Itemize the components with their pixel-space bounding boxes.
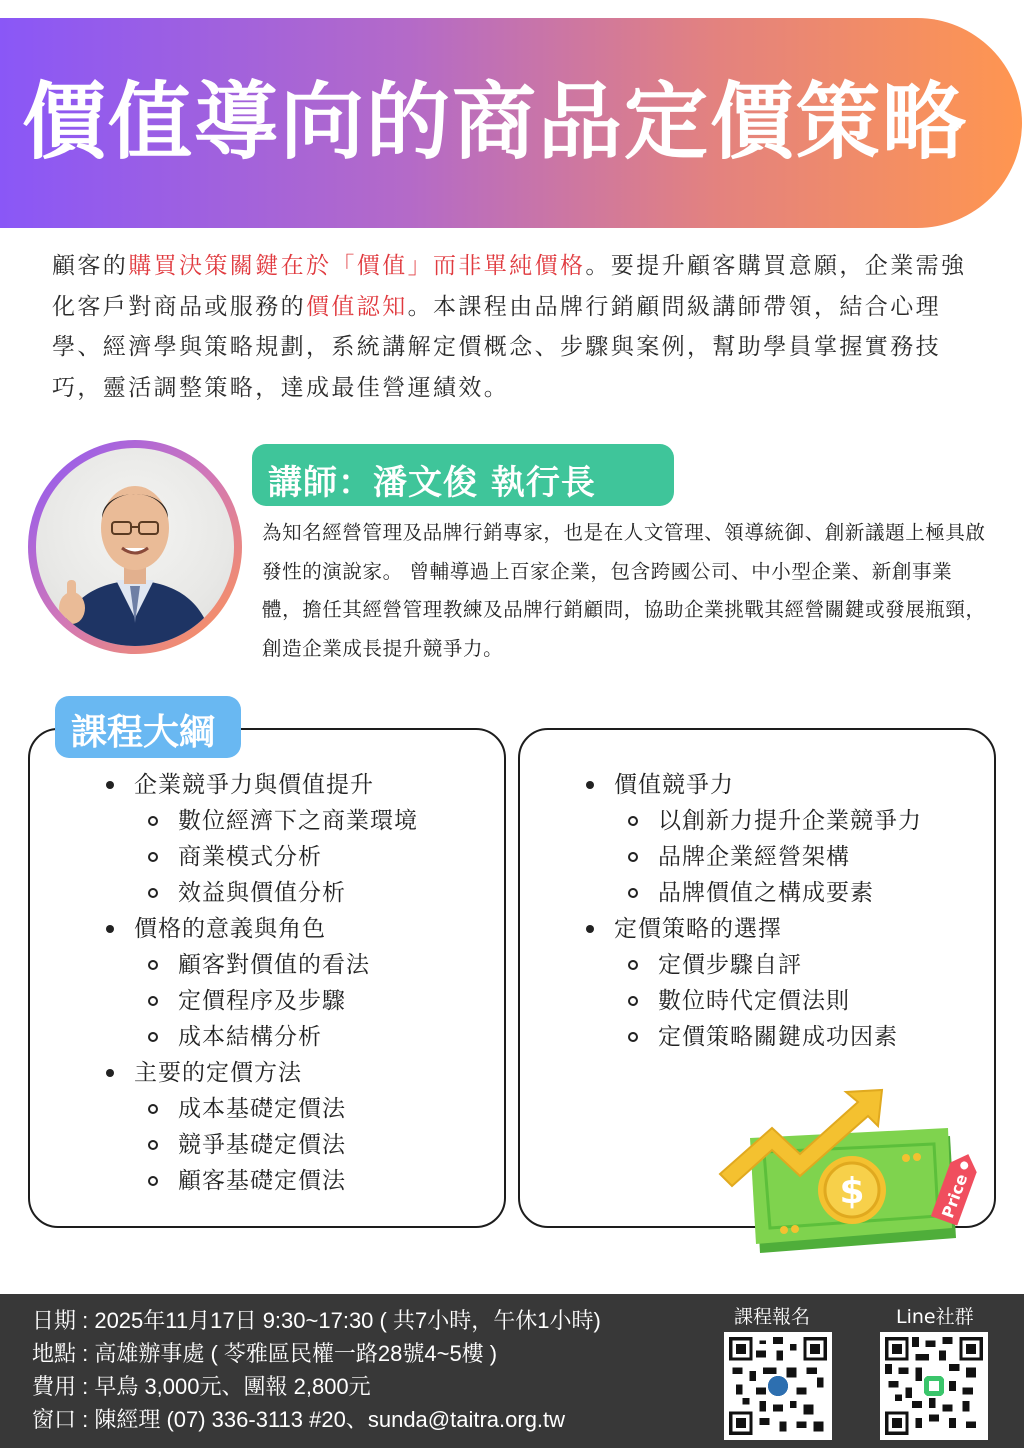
title-banner: [0, 18, 1022, 228]
instructor-portrait-icon: [36, 448, 234, 646]
footer-fee: 費用 : 早鳥 3,000元、團報 2,800元: [32, 1374, 371, 1399]
footer-info: [32, 1304, 601, 1436]
outline-subitem: 效益與價值分析: [106, 875, 418, 911]
outline-item: 企業競爭力與價值提升: [106, 767, 418, 803]
outline-item: 主要的定價方法: [106, 1055, 418, 1091]
outline-badge-label: 課程大綱: [71, 712, 216, 753]
outline-subitem: 品牌企業經營架構: [586, 839, 922, 875]
outline-subitem: 定價策略關鍵成功因素: [586, 1019, 922, 1055]
svg-text:$: $: [839, 1171, 865, 1212]
money-growth-icon: [716, 1088, 986, 1258]
instructor-badge: [252, 444, 674, 506]
qr-code-icon: [729, 1337, 827, 1435]
instructor-name: 講師：潘文俊 執行長: [268, 463, 596, 503]
outline-subitem: 數位時代定價法則: [586, 983, 922, 1019]
page-title: 價值導向的商品定價策略: [22, 73, 969, 171]
instructor-photo: [36, 448, 234, 646]
outline-subitem: 成本基礎定價法: [106, 1091, 418, 1127]
register-qr-code-icon[interactable]: [724, 1332, 832, 1440]
outline-subitem: 定價步驟自評: [586, 947, 922, 983]
outline-subitem: 競爭基礎定價法: [106, 1127, 418, 1163]
intro-text: 顧客的: [52, 253, 129, 279]
qr-code-icon: [885, 1337, 983, 1435]
outline-subitem: 成本結構分析: [106, 1019, 418, 1055]
outline-subitem: 以創新力提升企業競爭力: [586, 803, 922, 839]
instructor-description: 為知名經營管理及品牌行銷專家，也是在人文管理、領導統御、創新議題上極具啟發性的演說家。 曾輔導過上百家企業，包含跨國公司、中小型企業、新創事業體，擔任其經營管理教練及品牌行銷顧問，協助企業挑戰其經營關鍵或發展瓶頸，創造企業成長提升競爭力。: [262, 521, 986, 660]
outline-item: 定價策略的選擇: [586, 911, 922, 947]
intro-text: 。要提升顧客購買意願，企業需強化客戶對商品或服務的: [52, 253, 967, 320]
outline-list-right: [586, 767, 922, 1055]
outline-item: 價值競爭力: [586, 767, 922, 803]
qr-label-register: 課程報名: [734, 1306, 811, 1328]
outline-subitem: 品牌價值之構成要素: [586, 875, 922, 911]
intro-highlight: 價值認知: [306, 293, 408, 320]
intro-text: 。本課程由品牌行銷顧問級講師帶領，結合心理學、經濟學與策略規劃，系統講解定價概念、步驟與案例，幫助學員掌握實務技巧，靈活調整策略，達成最佳營運績效。: [52, 293, 942, 401]
line-qr-code-icon[interactable]: [880, 1332, 988, 1440]
footer-location: 地點 : 高雄辦事處 ( 苓雅區民權一路28號4~5樓 ): [32, 1341, 498, 1366]
outline-subitem: 數位經濟下之商業環境: [106, 803, 418, 839]
instructor-photo-frame: [28, 440, 242, 654]
outline-list-left: [106, 767, 418, 1199]
qr-label-line: Line社群: [896, 1306, 974, 1328]
outline-badge: [55, 696, 241, 758]
outline-subitem: 商業模式分析: [106, 839, 418, 875]
footer-date: 日期 : 2025年11月17日 9:30~17:30 ( 共7小時，午休1小時): [32, 1308, 601, 1333]
outline-item: 價格的意義與角色: [106, 911, 418, 947]
outline-subitem: 定價程序及步驟: [106, 983, 418, 1019]
outline-subitem: 顧客對價值的看法: [106, 947, 418, 983]
outline-subitem: 顧客基礎定價法: [106, 1163, 418, 1199]
footer-contact: 窗口 : 陳經理 (07) 336-3113 #20、sunda@taitra.org.tw: [32, 1407, 566, 1432]
price-tag-text: Price: [937, 1171, 972, 1221]
intro-highlight: 購買決策關鍵在於「價值」而非單純價格: [128, 253, 586, 279]
intro-paragraph: [52, 246, 982, 408]
